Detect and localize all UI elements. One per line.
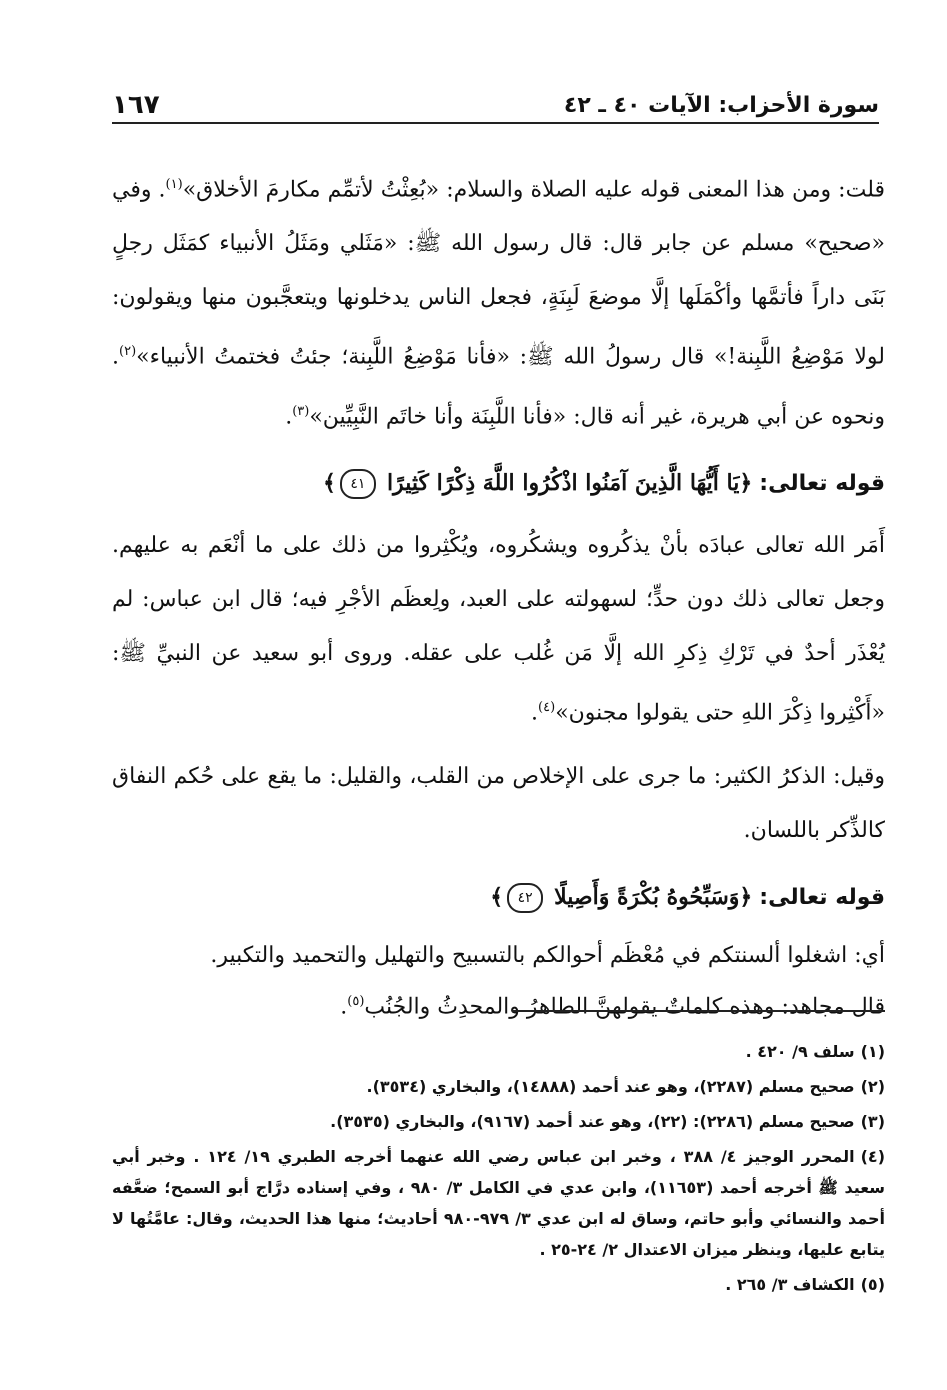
- verse-text: ﴿يَا أَيُّهَا الَّذِينَ آمَنُوا اذْكُرُوا اللَّهَ ذِكْرًا كَثِيرًا: [386, 469, 753, 496]
- paragraph-4-end: .: [340, 994, 348, 1020]
- footnote-number: (٣): [860, 1112, 885, 1131]
- footnote-text: صحيح مسلم (٢٢٨٦): (٢٢)، وهو عند أحمد (٩١٦٧)، والبخاري (٣٥٣٥).: [330, 1112, 855, 1131]
- paragraph-4: [112, 933, 885, 1030]
- footnote-text: صحيح مسلم (٢٢٨٧)، وهو عند أحمد (١٤٨٨٨)، والبخاري (٣٥٣٤).: [366, 1077, 855, 1096]
- paragraph-3-text: وقيل: الذكرُ الكثير: ما جرى على الإخلاص من القلب، والقليل: ما يقع على حُكم النفاق كالذِّكر باللسان.: [112, 764, 885, 844]
- footnote-number: (٤): [860, 1147, 885, 1166]
- verse-lead-2: قوله تعالى:: [759, 885, 885, 911]
- verse-41: [112, 456, 885, 511]
- paragraph-4-line-2: قال مجاهد: وهذه كلماتٌ يقولهنَّ الطاهرُ والمحدِثُ والجُنُب: [364, 994, 885, 1020]
- verse-number-ornament-2: ٤٢: [507, 883, 543, 913]
- surah-title: سورة الأحزاب: الآيات ٤٠ ـ ٤٢: [563, 93, 879, 118]
- footnote-5: [112, 1269, 885, 1300]
- main-text: [112, 158, 885, 1031]
- paragraph-2-end: .: [531, 700, 539, 726]
- verse-number-ornament: ٤١: [340, 469, 376, 499]
- footnote-3: [112, 1106, 885, 1137]
- paragraph-4-line-1: أي: اشغلوا ألسنتكم في مُعْظَم أحوالكم بالتسبيح والتهليل والتحميد والتكبير.: [210, 943, 885, 969]
- footnote-number: (١): [860, 1042, 885, 1061]
- verse-42: [112, 870, 885, 925]
- verse-lead: قوله تعالى:: [759, 470, 885, 496]
- footnote-number: (٥): [860, 1275, 885, 1294]
- footnote-4: [112, 1141, 885, 1265]
- footnote-ref-5: (٥): [347, 994, 365, 1010]
- paragraph-2: [112, 519, 885, 740]
- verse-close-bracket-2: ﴾: [490, 884, 504, 911]
- footnote-text: سلف ٩/ ٤٢٠ .: [745, 1042, 855, 1061]
- footnotes: [112, 1036, 885, 1304]
- footnote-divider: [512, 1010, 885, 1012]
- footnote-1: [112, 1036, 885, 1067]
- paragraph-1-text-c: . ونحوه عن أبي هريرة، غير أنه قال: «فأنا اللَّبِنَة وأنا خاتَم النَّبِيِّين»: [112, 344, 885, 429]
- paragraph-1-text-b: . وفي «صحيح» مسلم عن جابر قال: قال رسول الله ﷺ: «مَثَلي ومَثَلُ الأنبياء كمَثَل رجلٍ بَنَى داراً فأتمَّها وأكْمَلَها إلَّا موضعَ لَبِنَةٍ، فجعل الناس يدخلونها ويتعجَّبون منها ويقولون: لولا مَوْضِعُ اللَّبِنة!» قال رسولُ الله ﷺ: «فأنا مَوْضِعُ اللَّبِنة؛ جئتُ فختمتُ الأنبياء»: [112, 177, 885, 370]
- paragraph-3: [112, 750, 885, 858]
- paragraph-1-text: قلت: ومن هذا المعنى قوله عليه الصلاة والسلام: «بُعِثْتُ لأتمِّم مكارمَ الأخلاق»: [182, 177, 886, 203]
- footnote-ref-4: (٤): [538, 699, 556, 715]
- footnote-ref-3: (٣): [292, 403, 310, 419]
- paragraph-1: [112, 158, 885, 444]
- running-header: [112, 84, 879, 124]
- paragraph-1-end: .: [285, 403, 293, 429]
- footnote-text: الكشاف ٣/ ٢٦٥ .: [725, 1275, 855, 1294]
- footnote-ref-1: (١): [165, 177, 183, 192]
- footnote-number: (٢): [860, 1077, 885, 1096]
- verse-close-bracket: ﴾: [323, 469, 336, 496]
- verse-text-2: ﴿وَسَبِّحُوهُ بُكْرَةً وَأَصِيلًا: [554, 884, 753, 911]
- paragraph-2-text: أَمَر الله تعالى عبادَه بأنْ يذكُروه ويشكُروه، ويُكْثِروا من ذلك على ما أنْعَم به عليهم. وجعل تعالى ذلك دون حدٍّ؛ لسهولته على العبد، ولِعظَم الأجْرِ فيه؛ قال ابن عباس: لم يُعْذَر أحدٌ في تَرْكِ ذِكرِ الله إلَّا مَن غُلب على عقله. وروى أبو سعيد عن النبيِّ ﷺ: «أَكْثِروا ذِكْرَ اللهِ حتى يقولوا مجنون»: [112, 532, 886, 726]
- footnote-ref-2: (٢): [119, 344, 137, 360]
- footnote-2: [112, 1071, 885, 1102]
- page-number: ١٦٧: [112, 90, 160, 120]
- footnote-text: المحرر الوجيز ٤/ ٣٨٨ ، وخبر ابن عباس رضي الله عنهما أخرجه الطبري ١٩/ ١٢٤ . وخبر أبي سعيد ﷺ أخرجه أحمد (١١٦٥٣)، وابن عدي في الكامل ٣/ ٩٨٠ ، وفي إسناده درَّاج أبو السمح؛ ضعَّفه أحمد والنسائي وأبو حاتم، وساق له ابن عدي ٣/ ٩٧٩-٩٨٠ أحاديث؛ منها هذا الحديث، وقال: عامَّتُها لا يتابع عليها، وينظر ميزان الاعتدال ٢/ ٢٤-٢٥ .: [112, 1147, 886, 1259]
